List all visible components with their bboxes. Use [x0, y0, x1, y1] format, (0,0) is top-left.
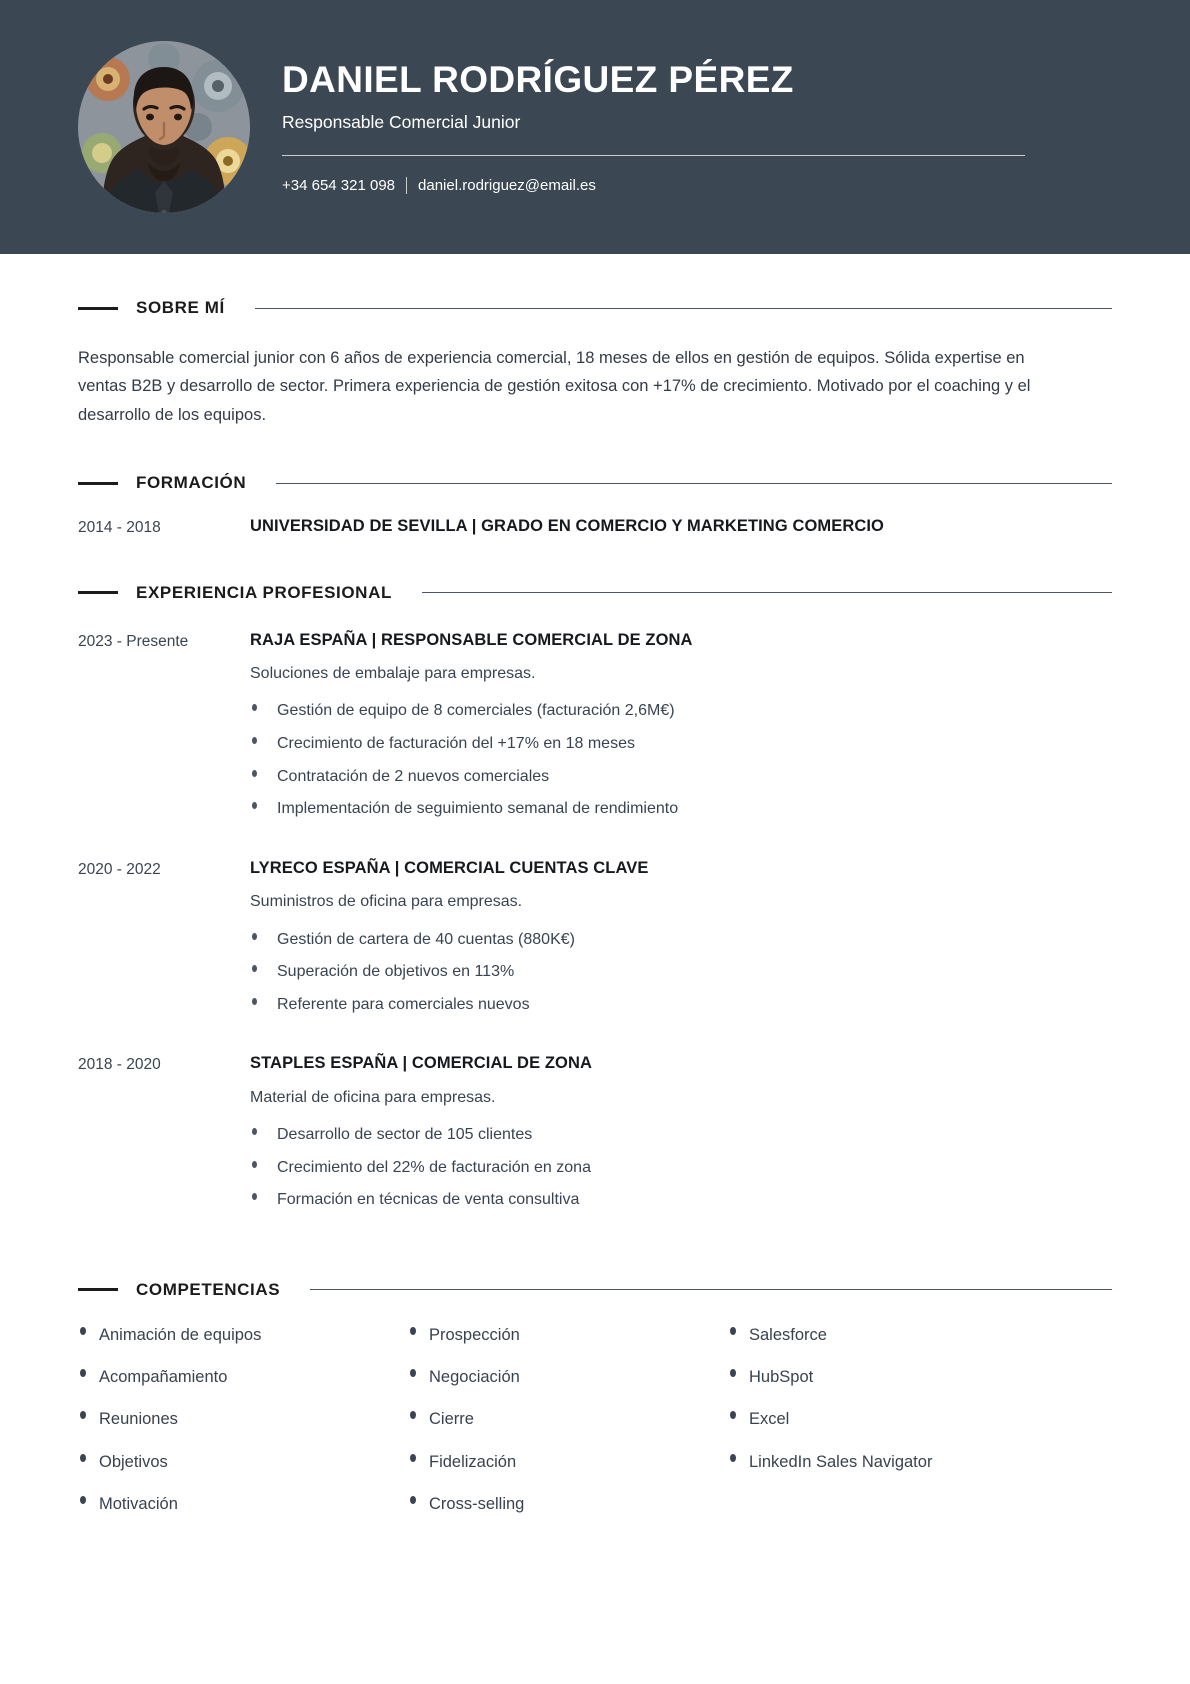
bullet-text: Superación de objetivos en 113% — [277, 963, 515, 981]
list-item — [250, 1189, 1112, 1211]
phone-text: +34 654 321 098 — [282, 177, 396, 195]
education-detail — [250, 515, 1112, 539]
section-title-about: SOBRE MÍ — [136, 298, 225, 317]
list-item — [728, 1366, 932, 1388]
list-item — [78, 1408, 408, 1430]
bullet-text: Gestión de equipo de 8 comerciales (facturación 2,6M€) — [277, 702, 675, 720]
bullet-text: Crecimiento de facturación del +17% en 18 meses — [277, 735, 635, 753]
education-title: UNIVERSIDAD DE SEVILLA | GRADO EN COMERCIO Y MARKETING COMERCIO — [250, 517, 884, 536]
list-item — [250, 766, 1112, 788]
bullet-dot-icon — [252, 737, 257, 744]
skill-text: Excel — [749, 1410, 790, 1429]
bullet-text: Gestión de cartera de 40 cuentas (880K€) — [277, 930, 575, 948]
experience-entry — [78, 857, 1112, 1026]
experience-detail — [250, 629, 1112, 831]
bullet-dot-icon — [252, 998, 257, 1005]
skill-text: Cierre — [429, 1410, 474, 1429]
section-title-skills: COMPETENCIAS — [136, 1279, 281, 1299]
list-item — [408, 1408, 728, 1430]
list-item — [78, 1366, 408, 1388]
section-title-experience: EXPERIENCIA PROFESIONAL — [136, 582, 392, 602]
experience-entry — [78, 1052, 1112, 1221]
experience-date: 2020 - 2022 — [78, 860, 161, 878]
skills-column-1 — [78, 1324, 408, 1535]
section-header-about — [78, 298, 1112, 318]
section-rule — [422, 592, 1112, 593]
bullet-dot-icon — [410, 1369, 416, 1377]
header-divider — [282, 155, 1025, 156]
section-title-education: FORMACIÓN — [136, 473, 247, 493]
job-title: Responsable Comercial Junior — [282, 112, 521, 133]
bullet-text: Referente para comerciales nuevos — [277, 995, 530, 1013]
list-item — [78, 1493, 408, 1515]
list-item — [250, 1124, 1112, 1146]
email-text: daniel.rodriguez@email.es — [418, 177, 596, 195]
resume-header — [0, 0, 1190, 254]
bullet-dot-icon — [730, 1454, 736, 1462]
skill-text: Acompañamiento — [99, 1367, 228, 1386]
skills-column-3 — [728, 1324, 932, 1535]
list-item — [408, 1324, 728, 1346]
list-item — [250, 1157, 1112, 1179]
experience-bullet-list — [250, 929, 1112, 1016]
list-item — [250, 733, 1112, 755]
skill-text: LinkedIn Sales Navigator — [749, 1452, 933, 1471]
experience-subtitle: Soluciones de embalaje para empresas. — [250, 665, 536, 683]
experience-subtitle: Suministros de oficina para empresas. — [250, 893, 523, 911]
list-item — [250, 994, 1112, 1016]
list-item — [728, 1408, 932, 1430]
education-date: 2014 - 2018 — [78, 519, 161, 537]
list-item — [408, 1493, 728, 1515]
list-item — [250, 798, 1112, 820]
bullet-dot-icon — [80, 1496, 86, 1504]
section-header-education — [78, 473, 1112, 493]
list-item — [78, 1451, 408, 1473]
section-dash-icon — [78, 1288, 118, 1291]
list-item — [250, 961, 1112, 983]
skill-text: Objetivos — [99, 1452, 168, 1471]
bullet-dot-icon — [410, 1411, 416, 1419]
bullet-dot-icon — [80, 1327, 86, 1335]
experience-date: 2023 - Presente — [78, 632, 189, 650]
experience-detail — [250, 857, 1112, 1026]
header-text-block — [282, 60, 1190, 195]
avatar — [78, 41, 250, 213]
bullet-dot-icon — [410, 1496, 416, 1504]
bullet-dot-icon — [80, 1369, 86, 1377]
list-item — [408, 1366, 728, 1388]
experience-title: LYRECO ESPAÑA | COMERCIAL CUENTAS CLAVE — [250, 858, 649, 877]
list-item — [78, 1324, 408, 1346]
skill-text: Cross-selling — [429, 1494, 525, 1513]
bullet-dot-icon — [730, 1369, 736, 1377]
bullet-dot-icon — [80, 1411, 86, 1419]
section-rule — [276, 483, 1112, 484]
skill-text: Animación de equipos — [99, 1325, 262, 1344]
bullet-dot-icon — [252, 802, 257, 809]
bullet-text: Implementación de seguimiento semanal de rendimiento — [277, 800, 679, 818]
section-dash-icon — [78, 482, 118, 485]
section-rule — [255, 308, 1112, 309]
skill-text: Fidelización — [429, 1452, 517, 1471]
bullet-text: Crecimiento del 22% de facturación en zona — [277, 1158, 591, 1176]
skill-text: HubSpot — [749, 1367, 814, 1386]
list-item — [250, 929, 1112, 951]
skills-grid — [78, 1324, 1112, 1535]
skill-text: Motivación — [99, 1494, 178, 1513]
bullet-dot-icon — [730, 1327, 736, 1335]
contact-line — [282, 177, 1025, 194]
list-item — [408, 1451, 728, 1473]
bullet-text: Desarrollo de sector de 105 clientes — [277, 1125, 533, 1143]
bullet-dot-icon — [252, 965, 257, 972]
bullet-dot-icon — [80, 1454, 86, 1462]
experience-bullet-list — [250, 700, 1112, 819]
bullet-dot-icon — [252, 704, 257, 711]
bullet-dot-icon — [252, 770, 257, 777]
skill-text: Prospección — [429, 1325, 520, 1344]
contact-separator — [406, 177, 407, 194]
resume-body — [0, 298, 1190, 1535]
section-dash-icon — [78, 307, 118, 310]
experience-detail — [250, 1052, 1112, 1221]
list-item — [250, 700, 1112, 722]
experience-bullet-list — [250, 1124, 1112, 1211]
section-header-skills — [78, 1280, 1112, 1300]
bullet-text: Contratación de 2 nuevos comerciales — [277, 767, 550, 785]
experience-subtitle: Material de oficina para empresas. — [250, 1088, 496, 1106]
section-rule — [310, 1289, 1112, 1290]
section-dash-icon — [78, 591, 118, 594]
bullet-dot-icon — [252, 933, 257, 940]
skill-text: Reuniones — [99, 1410, 178, 1429]
about-paragraph: Responsable comercial junior con 6 años de experiencia comercial, 18 meses de ellos en gestión de equipos. Sólida expertise en ventas B2B y desarrollo de sector. Primera experiencia de gestión exitosa con +17% de crecimiento. Motivado por el coaching y el desarrollo de los equipos. — [78, 349, 1031, 424]
bullet-dot-icon — [252, 1161, 257, 1168]
bullet-dot-icon — [410, 1327, 416, 1335]
bullet-text: Formación en técnicas de venta consultiva — [277, 1191, 580, 1209]
list-item — [728, 1324, 932, 1346]
skills-column-2 — [408, 1324, 728, 1535]
experience-title: STAPLES ESPAÑA | COMERCIAL DE ZONA — [250, 1054, 593, 1073]
section-header-experience — [78, 583, 1112, 603]
bullet-dot-icon — [252, 1128, 257, 1135]
list-item — [728, 1451, 932, 1473]
experience-title: RAJA ESPAÑA | RESPONSABLE COMERCIAL DE ZONA — [250, 630, 693, 649]
bullet-dot-icon — [410, 1454, 416, 1462]
bullet-dot-icon — [730, 1411, 736, 1419]
skill-text: Negociación — [429, 1367, 520, 1386]
education-entry — [78, 515, 1112, 539]
experience-entry — [78, 629, 1112, 831]
page-title: DANIEL RODRÍGUEZ PÉREZ — [282, 58, 794, 100]
skill-text: Salesforce — [749, 1325, 827, 1344]
experience-date: 2018 - 2020 — [78, 1056, 161, 1074]
bullet-dot-icon — [252, 1193, 257, 1200]
